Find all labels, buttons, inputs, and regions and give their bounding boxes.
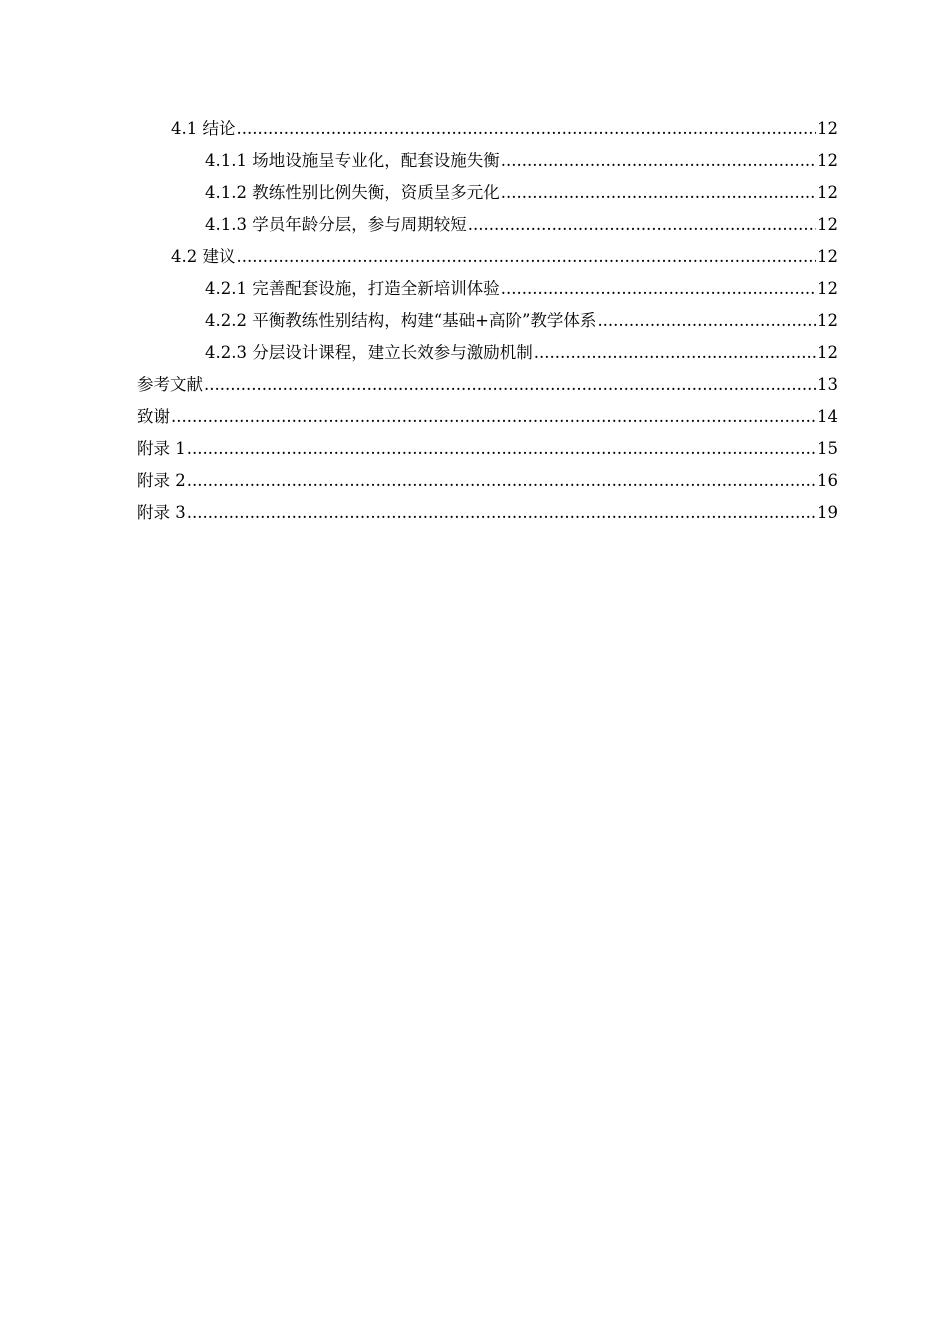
toc-entry-4-1-1[interactable] [137, 145, 838, 177]
toc-page-number: 12 [817, 119, 838, 138]
toc-entry-title: 4.1 结论 [171, 119, 236, 138]
toc-entry-appendix-3[interactable] [137, 497, 838, 529]
toc-dot-leader [468, 209, 816, 241]
toc-entry-title: 参考文献 [137, 375, 203, 394]
toc-page-number: 12 [817, 151, 838, 170]
toc-entry-title: 4.2 建议 [171, 247, 236, 266]
toc-entry-4-2-1[interactable] [137, 273, 838, 305]
toc-page-number: 12 [817, 183, 838, 202]
toc-entry-title: 附录 2 [137, 471, 186, 490]
toc-entry-acknowledgements[interactable] [137, 401, 838, 433]
toc-dot-leader [237, 241, 817, 273]
toc-dot-leader [597, 305, 816, 337]
toc-entry-title: 4.2.2 平衡教练性别结构，构建“基础+高阶”教学体系 [205, 311, 597, 330]
toc-entry-title: 4.1.1 场地设施呈专业化，配套设施失衡 [205, 151, 500, 170]
toc-page-number: 12 [817, 279, 838, 298]
table-of-contents [137, 113, 838, 529]
toc-dot-leader [204, 369, 816, 401]
toc-page-number: 13 [817, 375, 838, 394]
toc-entry-title: 附录 1 [137, 439, 186, 458]
toc-entry-references[interactable] [137, 369, 838, 401]
toc-entry-appendix-1[interactable] [137, 433, 838, 465]
toc-entry-4-1-2[interactable] [137, 177, 838, 209]
toc-entry-title: 4.1.3 学员年龄分层，参与周期较短 [205, 215, 467, 234]
toc-entry-4-1[interactable] [137, 113, 838, 145]
toc-page-number: 12 [817, 311, 838, 330]
toc-dot-leader [171, 401, 816, 433]
toc-dot-leader [501, 145, 816, 177]
toc-page-number: 12 [817, 343, 838, 362]
toc-dot-leader [187, 465, 816, 497]
toc-page-number: 15 [817, 439, 838, 458]
toc-entry-title: 致谢 [137, 407, 170, 426]
toc-entry-title: 附录 3 [137, 503, 186, 522]
toc-entry-appendix-2[interactable] [137, 465, 838, 497]
toc-entry-title: 4.2.1 完善配套设施，打造全新培训体验 [205, 279, 500, 298]
toc-page-number: 16 [817, 471, 838, 490]
toc-dot-leader [501, 273, 816, 305]
toc-entry-4-2[interactable] [137, 241, 838, 273]
toc-dot-leader [237, 113, 817, 145]
toc-dot-leader [187, 497, 816, 529]
toc-entry-4-2-2[interactable] [137, 305, 838, 337]
toc-page-number: 12 [817, 247, 838, 266]
toc-entry-4-2-3[interactable] [137, 337, 838, 369]
toc-page-number: 14 [817, 407, 838, 426]
toc-dot-leader [534, 337, 816, 369]
toc-dot-leader [501, 177, 816, 209]
toc-page-number: 12 [817, 215, 838, 234]
toc-entry-title: 4.1.2 教练性别比例失衡，资质呈多元化 [205, 183, 500, 202]
toc-page-number: 19 [817, 503, 838, 522]
toc-entry-title: 4.2.3 分层设计课程，建立长效参与激励机制 [205, 343, 533, 362]
toc-entry-4-1-3[interactable] [137, 209, 838, 241]
toc-dot-leader [187, 433, 816, 465]
